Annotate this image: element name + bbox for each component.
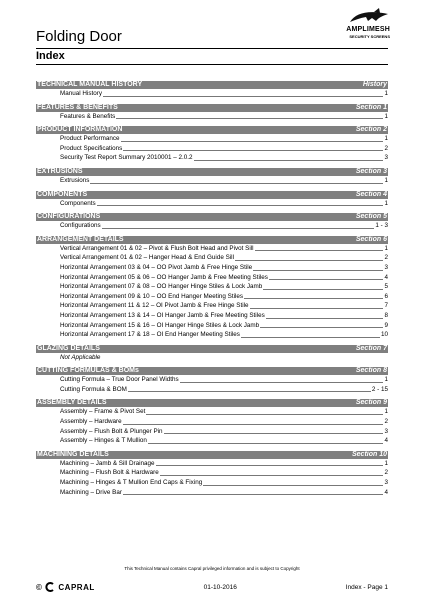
section-number: Section 4	[355, 190, 387, 198]
section-header	[36, 168, 388, 176]
section-title: CONFIGURATIONS	[37, 213, 101, 221]
section-header	[36, 345, 388, 353]
toc-entry[interactable]	[36, 292, 388, 302]
dot-leader	[244, 298, 383, 299]
dot-leader	[164, 433, 384, 434]
toc-entry[interactable]	[36, 375, 388, 385]
section-title: FEATURES & BENEFITS	[37, 103, 118, 111]
toc-entry-label: Horizontal Arrangement 09 & 10 – OO End Hanger Meeting Stiles	[60, 292, 244, 300]
dot-leader	[103, 96, 383, 97]
toc-entry-page: 3	[384, 479, 388, 487]
toc-entry[interactable]	[36, 134, 388, 144]
section-header	[36, 104, 388, 112]
toc-entry[interactable]	[36, 488, 388, 498]
toc-entry-label: Horizontal Arrangement 11 & 12 – OI Pivot Jamb & Free Hinge Stile	[60, 302, 249, 310]
section-number: Section 6	[355, 235, 387, 243]
dot-leader	[253, 270, 383, 271]
toc-entry-page: 1	[384, 408, 388, 416]
copyright-symbol: ©	[36, 582, 43, 592]
dot-leader	[266, 318, 384, 319]
section-number: Section 10	[351, 450, 387, 458]
toc-entry[interactable]	[36, 112, 388, 122]
toc-entry-label: Horizontal Arrangement 05 & 06 – OO Hanger Jamb & Free Meeting Stiles	[60, 273, 268, 281]
toc-entry-label: Machining – Flush Bolt & Hardware	[60, 469, 159, 477]
section-number: Section 5	[355, 213, 387, 221]
toc-entry-label: Product Specifications	[60, 144, 123, 152]
section-number: Section 8	[355, 367, 387, 375]
toc-entry-label: Configurations	[60, 222, 101, 230]
toc-entry[interactable]	[36, 478, 388, 488]
toc-entry-label: Horizontal Arrangement 15 & 16 – OI Hanger Hinge Stiles & Lock Jamb	[60, 321, 260, 329]
toc-entry[interactable]	[36, 459, 388, 469]
toc-entry[interactable]	[36, 436, 388, 446]
dot-leader	[260, 327, 383, 328]
section-header	[36, 451, 388, 459]
toc-entry[interactable]	[36, 273, 388, 283]
toc-entry[interactable]	[36, 353, 388, 363]
dot-leader	[203, 485, 383, 486]
toc-entry-label: Horizontal Arrangement 17 & 18 – OI End Hanger Meeting Stiles	[60, 331, 240, 339]
table-of-contents	[36, 76, 388, 497]
toc-entry-page: 2	[384, 144, 388, 152]
toc-entry[interactable]	[36, 282, 388, 292]
toc-entry-label: Assembly – Flush Bolt & Plunger Pin	[60, 427, 163, 435]
capral-mark-icon	[45, 582, 55, 592]
dot-leader	[102, 228, 375, 229]
dot-leader	[146, 414, 383, 415]
toc-entry-label: Components	[60, 199, 96, 207]
toc-entry-page: 1 - 3	[375, 222, 388, 230]
toc-entry-label: Assembly – Frame & Pivot Set	[60, 408, 146, 416]
toc-entry-label: Assembly – Hinges & T Mullion	[60, 437, 147, 445]
toc-entry-page: 1	[384, 459, 388, 467]
toc-entry-label: Manual History	[60, 90, 102, 97]
toc-entry-page: 4	[384, 273, 388, 281]
toc-entry[interactable]	[36, 407, 388, 417]
toc-entry-page: 3	[384, 263, 388, 271]
toc-entry[interactable]	[36, 244, 388, 254]
section-number: Section 2	[355, 126, 387, 134]
toc-entry-page: 2	[384, 469, 388, 477]
copyright-notice: This Technical Manual contains Capral privileged information and is subject to Copyright	[124, 566, 300, 571]
toc-entry[interactable]	[36, 468, 388, 478]
toc-entry[interactable]	[36, 144, 388, 154]
dot-leader	[116, 118, 383, 119]
toc-entry-page: 3	[384, 427, 388, 435]
toc-entry[interactable]	[36, 253, 388, 263]
logo-brand: AMPLIMESH	[346, 26, 390, 33]
dot-leader	[156, 465, 384, 466]
dot-leader	[241, 337, 380, 338]
toc-entry-page: 4	[384, 437, 388, 445]
toc-entry[interactable]	[36, 263, 388, 273]
dot-leader	[235, 260, 384, 261]
toc-entry-label: Extrusions	[60, 176, 90, 184]
toc-entry-label: Cutting Formula – True Door Panel Widths	[60, 376, 179, 384]
shark-icon	[348, 8, 390, 26]
dot-leader	[90, 183, 383, 184]
section-title: PRODUCT INFORMATION	[37, 126, 123, 134]
section-header	[36, 367, 388, 375]
amplimesh-logo	[332, 8, 390, 50]
section-title: ASSEMBLY DETAILS	[37, 399, 107, 407]
toc-entry[interactable]	[36, 417, 388, 427]
dot-leader	[180, 382, 384, 383]
toc-entry[interactable]	[36, 176, 388, 186]
toc-entry-label: Machining – Drive Bar	[60, 488, 122, 496]
toc-entry[interactable]	[36, 221, 388, 231]
toc-entry-page: 1	[384, 135, 388, 143]
dot-leader	[269, 279, 384, 280]
toc-entry-page: 3	[384, 154, 388, 162]
section-title: GLAZING DETAILS	[37, 344, 100, 352]
section-title: ARRANGEMENT DETAILS	[37, 235, 124, 243]
toc-entry-label: Product Performance	[60, 135, 120, 143]
dot-leader	[250, 308, 384, 309]
section-header	[36, 399, 388, 407]
toc-entry-label: Vertical Arrangement 01 & 02 – Pivot & Flush Bolt Head and Pivot Sill	[60, 244, 254, 252]
dot-leader	[128, 391, 371, 392]
toc-entry-label: Horizontal Arrangement 03 & 04 – OO Pivot Jamb & Free Hinge Stile	[60, 263, 253, 271]
toc-entry-page: 6	[384, 292, 388, 300]
toc-entry-page: 8	[384, 311, 388, 319]
capral-logo	[36, 582, 95, 592]
section-title: MACHINING DETAILS	[37, 450, 109, 458]
toc-entry-label: Assembly – Hardware	[60, 418, 122, 426]
toc-entry-page: 1	[384, 112, 388, 120]
toc-entry-label: Machining – Jamb & Sill Drainage	[60, 459, 155, 467]
section-number: Section 9	[355, 399, 387, 407]
dot-leader	[121, 141, 384, 142]
page-footer	[36, 582, 388, 592]
toc-entry-page: 2 - 15	[371, 385, 388, 393]
dot-leader	[160, 475, 384, 476]
toc-entry[interactable]	[36, 199, 388, 209]
toc-entry-label: Vertical Arrangement 01 & 02 – Hanger Head & End Guide Sill	[60, 254, 234, 262]
toc-entry-page: 9	[384, 321, 388, 329]
toc-entry-page: 1	[384, 244, 388, 252]
section-number: Section 1	[355, 103, 387, 111]
toc-entry-page: 1	[384, 199, 388, 207]
toc-entry-label: Horizontal Arrangement 13 & 14 – OI Hanger Jamb & Free Meeting Stiles	[60, 311, 265, 319]
dot-leader	[194, 160, 384, 161]
toc-entry-page: 1	[384, 90, 388, 97]
section-title: EXTRUSIONS	[37, 167, 83, 175]
dot-leader	[263, 289, 383, 290]
section-number: Section 7	[355, 344, 387, 352]
toc-entry-label: Features & Benefits	[60, 112, 116, 120]
dot-leader	[255, 250, 384, 251]
company-name: CAPRAL	[58, 582, 95, 592]
toc-entry-label: Horizontal Arrangement 07 & 08 – OO Hanger Hinge Stiles & Lock Jamb	[60, 283, 263, 291]
section-title: TECHNICAL MANUAL HISTORY	[37, 81, 143, 88]
page-subtitle: Index	[36, 50, 65, 62]
subtitle-divider	[36, 64, 388, 65]
toc-entry-label: Not Applicable	[60, 353, 101, 361]
toc-entry[interactable]	[36, 321, 388, 331]
section-header	[36, 126, 388, 134]
toc-entry-label: Cutting Formula & BOM	[60, 385, 127, 393]
issue-date: 01-10-2016	[203, 583, 237, 591]
page-number: Index - Page 1	[345, 583, 388, 591]
section-header	[36, 236, 388, 244]
section-header	[36, 213, 388, 221]
section-number: Section 3	[355, 167, 387, 175]
section-header	[36, 191, 388, 199]
toc-entry[interactable]	[36, 153, 388, 163]
dot-leader	[148, 443, 384, 444]
dot-leader	[123, 494, 384, 495]
toc-entry-page: 7	[384, 302, 388, 310]
dot-leader	[97, 205, 384, 206]
dot-leader	[123, 150, 383, 151]
toc-entry-page: 4	[384, 488, 388, 496]
toc-entry[interactable]	[36, 89, 388, 99]
toc-entry-page: 1	[384, 176, 388, 184]
toc-entry[interactable]	[36, 311, 388, 321]
section-title: CUTTING FORMULAS & BOMs	[37, 367, 139, 375]
logo-subtext: SECURITY SCREENS	[349, 34, 390, 39]
page-title: Folding Door	[36, 28, 122, 45]
toc-entry[interactable]	[36, 330, 388, 340]
toc-entry-page: 2	[384, 254, 388, 262]
dot-leader	[123, 424, 384, 425]
toc-entry[interactable]	[36, 427, 388, 437]
toc-entry-label: Machining – Hinges & T Mullion End Caps & Fixing	[60, 479, 203, 487]
toc-entry-label: Security Test Report Summary 2010001 – 2.0.2	[60, 154, 193, 162]
section-number: History	[362, 81, 387, 88]
section-header	[36, 81, 388, 89]
toc-entry-page: 1	[384, 376, 388, 384]
toc-entry-page: 10	[380, 331, 388, 339]
toc-entry[interactable]	[36, 385, 388, 395]
toc-entry-page: 2	[384, 418, 388, 426]
section-title: COMPONENTS	[37, 190, 88, 198]
toc-entry-page: 5	[384, 283, 388, 291]
toc-entry[interactable]	[36, 301, 388, 311]
